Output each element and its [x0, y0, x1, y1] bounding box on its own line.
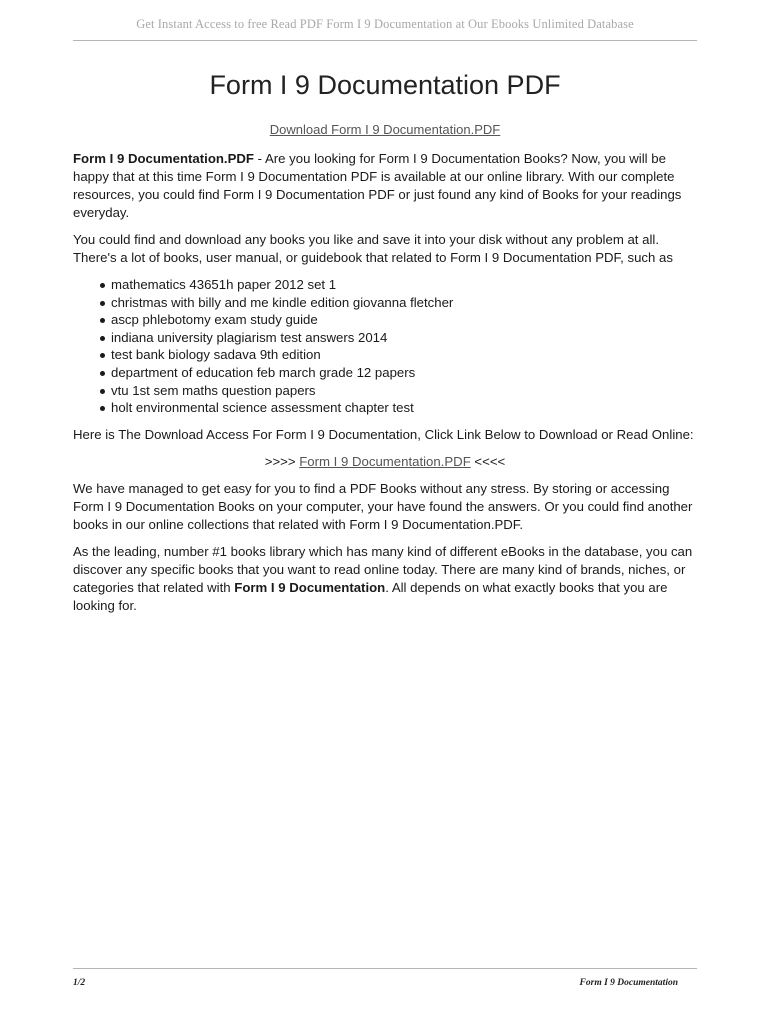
download-link[interactable]: Download Form I 9 Documentation.PDF [269, 122, 501, 137]
access-line [73, 453, 697, 471]
paragraph-5-bold: Form I 9 Documentation [234, 579, 386, 595]
paragraph-4: We have managed to get easy for you to find a PDF Books without any stress. By storing or accessing Form I 9 Documentation Books on your computer, your have found the answers. Or you could find another books in our online collections that related with Form I 9 Documentation.PDF. [73, 480, 693, 532]
intro-text: - Are you looking for Form I 9 Documentation Books? Now, you will be happy that at this time Form I 9 Documentation PDF is available at our online library. With our complete resources, you could find Form I 9 Documentation PDF or just found any kind of Books for your readings everyday. [73, 151, 682, 220]
access-link[interactable]: Form I 9 Documentation.PDF [299, 453, 471, 469]
download-link-container [0, 122, 770, 137]
page-title: Form I 9 Documentation PDF [209, 70, 561, 100]
intro-bold-lead: Form I 9 Documentation.PDF [73, 151, 254, 166]
list-item: test bank biology sadava 9th edition [111, 346, 697, 364]
footer-rule [73, 968, 697, 969]
list-item: vtu 1st sem maths question papers [111, 382, 697, 400]
intro-paragraph [73, 150, 697, 222]
footer-page-number: 1/2 [73, 978, 86, 988]
paragraph-5 [73, 543, 697, 615]
paragraph-5-after: . All depends on what exactly books that you are looking for. [73, 579, 668, 613]
list-item: department of education feb march grade 12 papers [111, 364, 697, 382]
page-header: Get Instant Access to free Read PDF Form I 9 Documentation at Our Ebooks Unlimited Database [136, 17, 634, 31]
list-item: holt environmental science assessment chapter test [111, 399, 697, 417]
header-rule [73, 40, 697, 41]
paragraph-3: Here is The Download Access For Form I 9 Documentation, Click Link Below to Download or Read Online: [73, 426, 694, 442]
list-item: christmas with billy and me kindle edition giovanna fletcher [111, 294, 697, 312]
access-suffix: <<<< [470, 453, 506, 469]
book-list [73, 276, 697, 417]
access-prefix: >>>> [264, 453, 300, 469]
list-item: indiana university plagiarism test answers 2014 [111, 329, 697, 347]
main-content [73, 150, 697, 624]
paragraph-2: You could find and download any books you like and save it into your disk without any problem at all. There's a lot of books, user manual, or guidebook that related to Form I 9 Documentation PDF, such as [73, 232, 673, 265]
list-item: mathematics 43651h paper 2012 set 1 [111, 276, 697, 294]
paragraph-5-before: As the leading, number #1 books library which has many kind of different eBooks in the database, you can discover any specific books that you want to read online today. There are many kind of brands, niches, or categories that related with [73, 543, 693, 595]
footer-title: Form I 9 Documentation [579, 978, 678, 988]
list-item: ascp phlebotomy exam study guide [111, 311, 697, 329]
